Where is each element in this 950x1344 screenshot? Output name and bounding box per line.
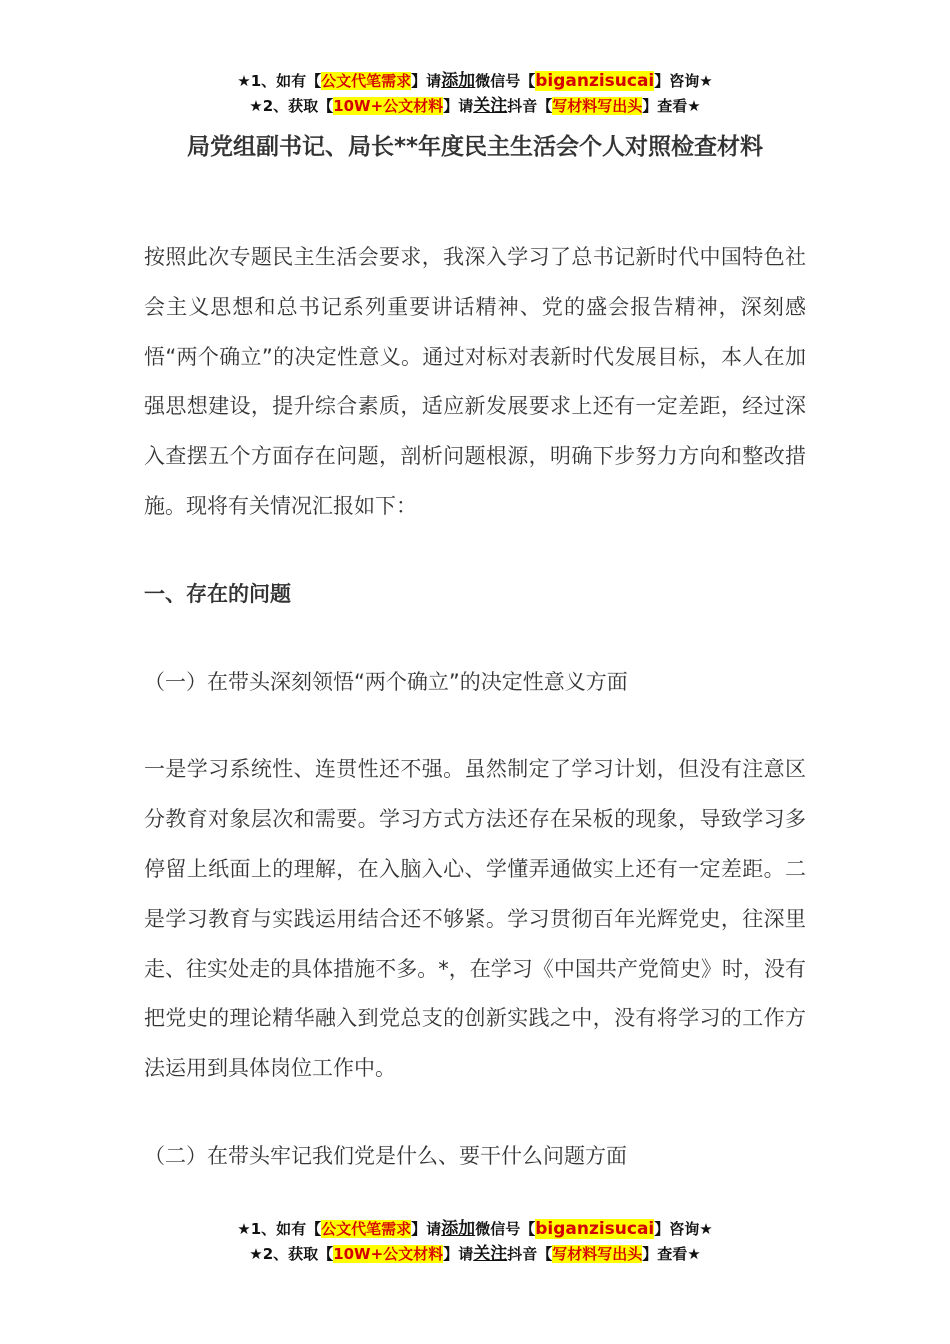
banner-text: ★1、如有【 [237,1220,322,1238]
banner-text: ★2、获取【 [249,97,334,115]
wechat-id-highlight: biganzisucai [535,71,655,91]
banner-text: 】请 [443,1245,474,1263]
body-paragraph: 一是学习系统性、连贯性还不强。虽然制定了学习计划，但没有注意区分教育对象层次和需要。学习方式方法还存在呆板的现象，导致学习多停留上纸面上的理解，在入脑入心、学懂弄通做实上还有一定差距。二是学习教育与实践运用结合还不够紧。学习贯彻百年光辉党史，往深里走、往实处走的具体措施不多。*，在学习《中国共产党简史》时，没有把党史的理论精华融入到党总支的创新实践之中，没有将学习的工作方法运用到具体岗位工作中。 [144,757,806,1081]
banner-text: 抖音【 [507,1245,553,1263]
banner-highlight: 10W+公文材料 [333,97,444,115]
banner-line-2 [0,94,950,119]
subsection-heading-2: （二）在带头牢记我们党是什么、要干什么问题方面 [144,1143,627,1168]
banner-text: 抖音【 [507,97,553,115]
banner-emphasis: 关注 [473,96,508,116]
banner-highlight: 10W+公文材料 [333,1245,444,1263]
banner-highlight: 公文代笔需求 [321,1220,412,1238]
banner-emphasis: 添加 [441,1219,476,1239]
banner-line-2 [0,1242,950,1267]
banner-text: ★2、获取【 [249,1245,334,1263]
subsection-heading-1: （一）在带头深刻领悟“两个确立”的决定性意义方面 [144,669,628,694]
banner-text: 】请 [411,1220,442,1238]
douyin-highlight: 写材料写出头 [552,97,643,115]
banner-text: 】查看★ [642,1245,701,1263]
banner-text: 】咨询★ [654,1220,713,1238]
banner-line-1 [0,1217,950,1242]
banner-text: 】请 [443,97,474,115]
section-heading: 一、存在的问题 [144,581,291,606]
document-title: 局党组副书记、局长**年度民主生活会个人对照检查材料 [186,134,764,160]
banner-emphasis: 添加 [441,71,476,91]
wechat-id-highlight: biganzisucai [535,1219,655,1239]
header-banner [0,69,950,119]
intro-paragraph: 按照此次专题民主生活会要求，我深入学习了总书记新时代中国特色社会主义思想和总书记系列重要讲话精神、党的盛会报告精神，深刻感悟“两个确立”的决定性意义。通过对标对表新时代发展目标，本人在加强思想建设，提升综合素质，适应新发展要求上还有一定差距，经过深入查摆五个方面存在问题，剖析问题根源，明确下步努力方向和整改措施。现将有关情况汇报如下： [144,245,806,518]
banner-text: 】请 [411,72,442,90]
footer-banner [0,1217,950,1267]
douyin-highlight: 写材料写出头 [552,1245,643,1263]
document-body [144,233,806,1220]
banner-text: 微信号【 [475,72,536,90]
banner-text: 】查看★ [642,97,701,115]
banner-text: 微信号【 [475,1220,536,1238]
banner-text: ★1、如有【 [237,72,322,90]
banner-line-1 [0,69,950,94]
banner-highlight: 公文代笔需求 [321,72,412,90]
banner-emphasis: 关注 [473,1244,508,1264]
banner-text: 】咨询★ [654,72,713,90]
